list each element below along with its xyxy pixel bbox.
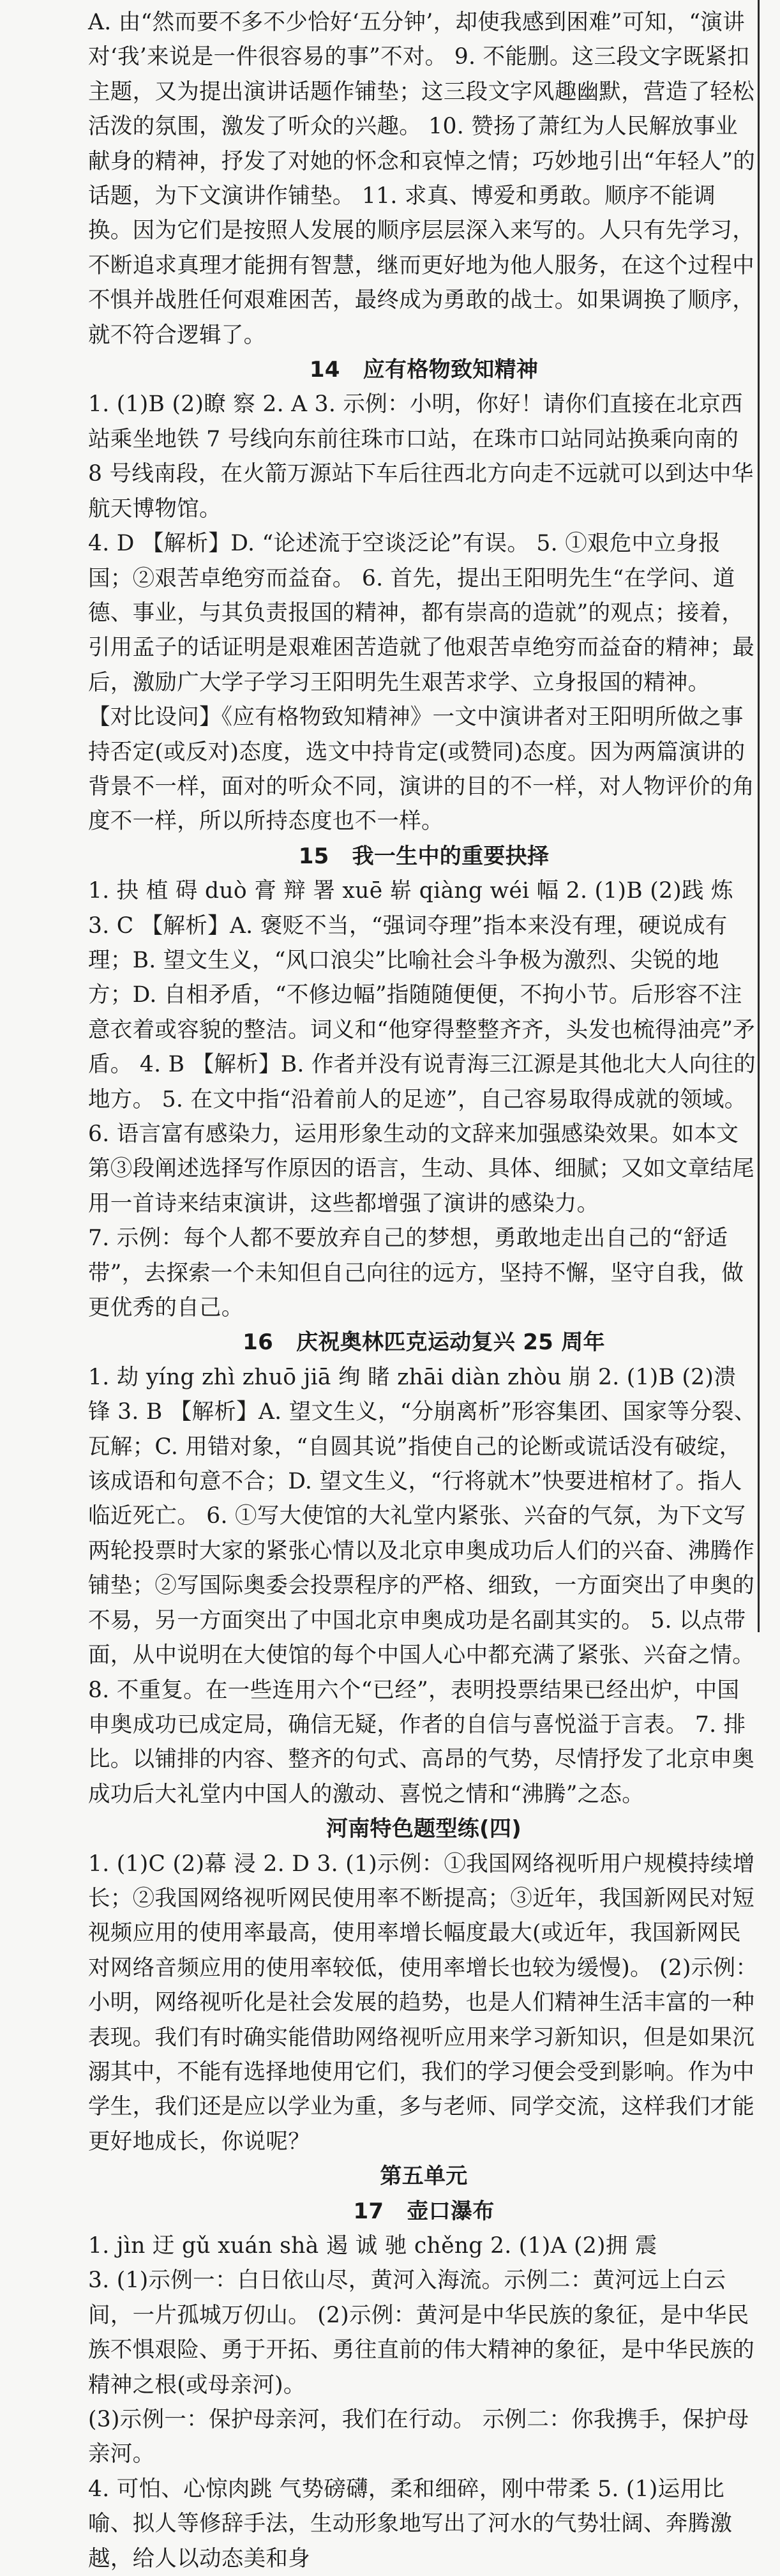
- paragraph-17a: 1. jìn 迂 gǔ xuán shà 遏 诚 驰 chěng 2. (1)A (2)拥 震: [88, 2233, 657, 2259]
- paragraph-15b: 7. 示例：每个人都不要放弃自己的梦想，勇敢地走出自己的“舒适带”，去探索一个未知但自己向往的远方，坚持不懈，坚守自我，做更优秀的自己。: [88, 1225, 744, 1321]
- paragraph-17c: (3)示例一：保护母亲河，我们在行动。 示例二：你我携手，保护母亲河。: [88, 2407, 749, 2467]
- paragraph-14a: 1. (1)B (2)瞭 察 2. A 3. 示例：小明，你好！请你们直接在北京西站乘坐地铁 7 号线向东前往珠市口站，在珠市口站同站换乘向南的 8 号线南段，在火箭万源站下车后往西北方向走不远就可以到达中华航天博物馆。: [88, 391, 754, 522]
- paragraph-16: 1. 劫 yíng zhì zhuō jiā 绚 睹 zhāi diàn zhòu 崩 2. (1)B (2)溃 锋 3. B 【解析】A. 望文生义，“分崩离析”形容集团、国家等分裂、瓦解；C. 用错对象，“自圆其说”指使自己的论断或谎话没有破绽，该成语和句意不合；D. 望文生义，“行将就木”快要进棺材了。指人临近死亡。 6. ①写大使馆的大礼堂内紧张、兴奋的气氛，为下文写两轮投票时大家的紧张心情以及北京申奥成功后人们的兴奋、沸腾作铺垫；②写国际奥委会投票程序的严格、细致，一方面突出了申奥的不易，另一方面突出了中国北京申奥成功是名副其实的。 5. 以点带面，从中说明在大使馆的每个中国人心中都充满了紧张、兴奋之情。 8. 不重复。在一些连用六个“已经”，表明投票结果已经出炉，中国申奥成功已成定局，确信无疑，作者的自信与喜悦溢于言表。 7. 排比。以铺排的内容、整齐的句式、高昂的气势，尽情抒发了北京申奥成功后大礼堂内中国人的激动、喜悦之情和“沸腾”之态。: [88, 1364, 756, 1807]
- answer-key-text: [88, 0, 760, 2576]
- paragraph-henan: 1. (1)C (2)幕 浸 2. D 3. (1)示例：①我国网络视听用户规模持续增长；②我国网络视听网民使用率不断提高；③近年，我国新网民对短视频应用的使用率最高，使用率增长幅度最大(或近年，我国新网民对网络音频应用的使用率较低，使用率增长也较为缓慢)。 (2)示例：小明，网络视听化是社会发展的趋势，也是人们精神生活丰富的一种表现。我们有时确实能借助网络视听应用来学习新知识，但是如果沉溺其中，不能有选择地使用它们，我们的学习便会受到影响。作为中学生，我们还是应以学业为重，多与老师、同学交流，这样我们才能更好地成长，你说呢？: [88, 1851, 758, 2155]
- unit-heading: 第五单元: [380, 2163, 468, 2190]
- section-heading-14: 14 应有格物致知精神: [309, 357, 539, 383]
- paragraph-17b: 3. (1)示例一：白日依山尽，黄河入海流。示例二：黄河远上白云间，一片孤城万仞山。 (2)示例：黄河是中华民族的象征，是中华民族不惧艰险、勇于开拓、勇往直前的伟大精神的象征，是中华民族的精神之根(或母亲河)。: [88, 2268, 754, 2398]
- margin-rule: [758, 0, 760, 1632]
- paragraph-intro: A. 由“然而要不多不少恰好‘五分钟’，却使我感到困难”可知，“演讲对‘我’来说是一件很容易的事”不对。 9. 不能删。这三段文字既紧扣主题，又为提出演讲话题作铺垫；这三段文字风趣幽默，营造了轻松活泼的氛围，激发了听众的兴趣。 10. 赞扬了萧红为人民解放事业献身的精神，抒发了对她的怀念和哀悼之情；巧妙地引出“年轻人”的话题，为下文演讲作铺垫。 11. 求真、博爱和勇敢。顺序不能调换。因为它们是按照人发展的顺序层层深入来写的。人只有先学习，不断追求真理才能拥有智慧，继而更好地为他人服务，在这个过程中不惧并战胜任何艰难困苦，最终成为勇敢的战士。如果调换了顺序，就不符合逻辑了。: [88, 10, 756, 348]
- paragraph-15a: 1. 抉 植 碍 duò 膏 辩 署 xuē 崭 qiàng wéi 幅 2. (1)B (2)践 炼 3. C 【解析】A. 褒贬不当，“强词夺理”指本来没有理，硬说成有理；B. 望文生义，“风口浪尖”比喻社会斗争极为激烈、尖锐的地方；D. 自相矛盾，“不修边幅”指随随便便，不拘小节。后形容不注意衣着或容貌的整洁。词义和“他穿得整整齐齐，头发也梳得油亮”矛盾。 4. B 【解析】B. 作者并没有说青海三江源是其他北大人向往的地方。 5. 在文中指“沿着前人的足迹”，自己容易取得成就的领域。 6. 语言富有感染力，运用形象生动的文辞来加强感染效果。如本文第③段阐述选择写作原因的语言，生动、具体、细腻；又如文章结尾用一首诗来结束演讲，这些都增强了演讲的感染力。: [88, 878, 756, 1216]
- section-heading-17: 17 壶口瀑布: [353, 2198, 495, 2224]
- paragraph-17d: 4. 可怕、心惊肉跳 气势磅礴，柔和细碎，刚中带柔 5. (1)运用比喻、拟人等修辞手法，生动形象地写出了河水的气势壮阔、奔腾激越，给人以动态美和身: [88, 2476, 733, 2572]
- paragraph-14b: 4. D 【解析】D. “论述流于空谈泛论”有误。 5. ①艰危中立身报国；②艰苦卓绝穷而益奋。 6. 首先，提出王阳明先生“在学问、道德、事业，与其负责报国的精神，都有崇高的造就”的观点；接着，引用孟子的话证明是艰难困苦造就了他艰苦卓绝穷而益奋的精神；最后，激励广大学子学习王阳明先生艰苦求学、立身报国的精神。 【对比设问】《应有格物致知精神》一文中演讲者对王阳明所做之事持否定(或反对)态度，选文中持肯定(或赞同)态度。因为两篇演讲的背景不一样，面对的听众不同，演讲的目的不一样，对人物评价的角度不一样，所以所持态度也不一样。: [88, 531, 754, 835]
- section-heading-henan: 河南特色题型练(四): [326, 1816, 522, 1842]
- section-heading-16: 16 庆祝奥林匹克运动复兴 25 周年: [243, 1330, 605, 1356]
- section-heading-15: 15 我一生中的重要抉择: [298, 843, 550, 869]
